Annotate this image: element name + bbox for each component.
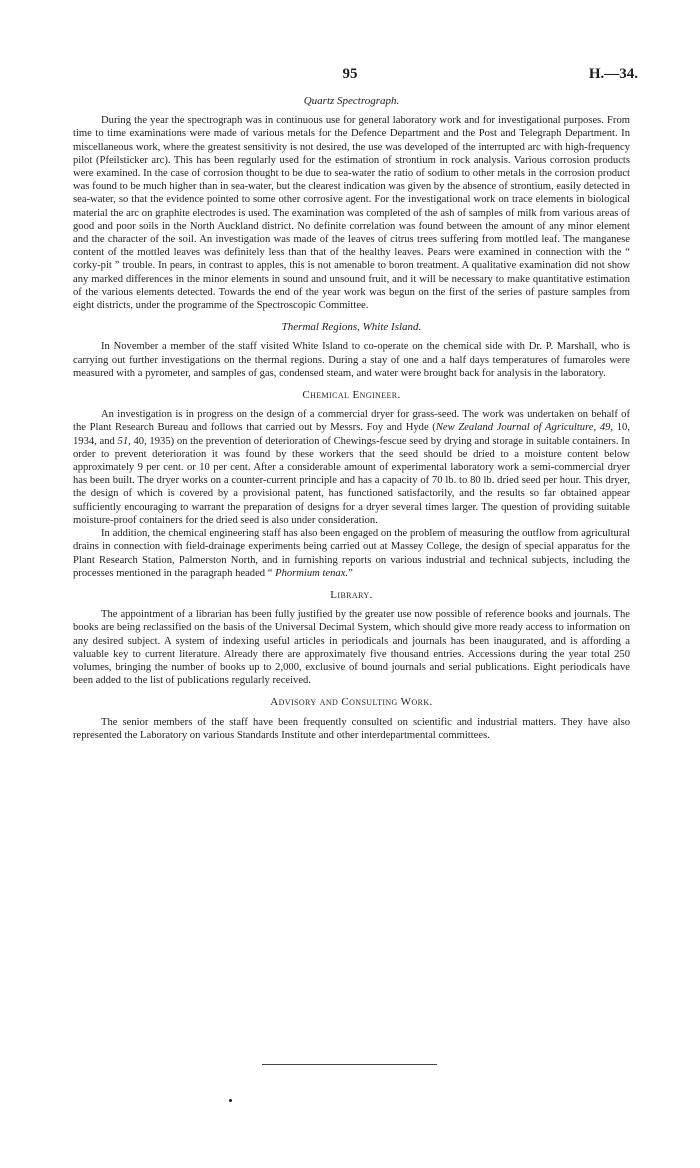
section-heading-library: Library. <box>330 588 373 601</box>
journal-title: New Zealand Journal of Agriculture, <box>435 422 597 434</box>
page-body <box>73 95 630 742</box>
text-fragment: In addition, the chemical engineering staff has also been engaged on the problem of measuring the outflow from agricultural drains in connection with field-drainage experiments being carried out at Massey College, the design of special apparatus for the Plant Research Station, Palmerston North, and in furnishing reports on various industrial and technical subjects, including the processes mentioned in the paragraph headed “ <box>73 528 630 579</box>
section-heading-advisory-consulting: Advisory and Consulting Work. <box>270 696 433 709</box>
page-reference: H.—34. <box>588 66 638 82</box>
text-fragment: An investigation is in progress on the design of a commercial dryer for grass-seed. The work was undertaken on behalf of the Plant Research Bureau and follows that carried out by Messrs. Foy and Hyde ( <box>73 409 630 434</box>
text-fragment: ” <box>348 567 353 579</box>
paragraph-chemical-engineer-1 <box>73 408 630 527</box>
paragraph-thermal-regions: In November a member of the staff visited White Island to co-operate on the chemical side with Dr. P. Marshall, who is carrying out further investigations on the thermal regions. During a stay of one and a half days temperatures of fumaroles were measured with a pyrometer, and samples of gas, condensed steam, and water were brought back for analysis in the laboratory. <box>73 341 630 379</box>
closing-divider <box>262 1064 437 1065</box>
paragraph-chemical-engineer-2 <box>73 527 630 580</box>
paragraph-library: The appointment of a librarian has been fully justified by the greater use now possible of reference books and journals. The books are being reclassified on the basis of the Universal Decimal System, which should give more ready access to information on any desired subject. A system of indexing useful articles in periodicals and journals has been inaugurated, and is affording a valuable key to current literature. Already there are approximately five thousand entries. Accessions during the year total 250 volumes, bringing the number of books up to 2,000, exclusive of bound journals and serial publications. Eight periodicals have been added to the list of publications regularly received. <box>73 609 630 687</box>
journal-volume-1: 49, <box>599 422 614 434</box>
text-fragment: 40, 1935) on the prevention of deterioration of Chewings-fescue seed by drying and storage in suitable containers. In order to prevent deterioration it was found by these workers that the seed should be dried to a moisture content below approximately 9 per cent. or 10 per cent. After a considerable amount of experimental laboratory work a semi-commercial dryer has been built. The dryer works on a counter-current principle and has a capacity of 70 lb. to 80 lb. dried seed per hour. This dryer, the design of which is covered by a provisional patent, has functioned satisfactorily, and the results so far obtained appear sufficiently encouraging to warrant the preparation of designs for a dryer several times larger. The question of providing suitable moisture-proof containers for the dried seed is also under consideration. <box>73 435 630 526</box>
text-fragment: 10, 1934, and <box>73 422 630 447</box>
section-heading-thermal-regions: Thermal Regions, White Island. <box>281 321 422 334</box>
paragraph-advisory-consulting: The senior members of the staff have been frequently consulted on scientific and industrial matters. They have also represented the Laboratory on various Standards Institute and other interdepartmental committees. <box>73 716 630 741</box>
phormium-reference: Phormium tenax. <box>275 567 349 579</box>
section-heading-chemical-engineer: Chemical Engineer. <box>302 389 401 402</box>
section-heading-quartz-spectrograph: Quartz Spectrograph. <box>303 95 400 107</box>
paragraph-quartz-spectrograph: During the year the spectrograph was in continuous use for general laboratory work and for investigational purposes. From time to time examinations were made of various metals for the Defence Department and the Post and Telegraph Department. In miscellaneous work, where the greatest sensitivity is not desired, the use was developed of the interrupted arc with high-frequency pilot (Pfeilsticker arc). This has been regularly used for the estimation of strontium in rock analysis. Various corrosion products were examined. In the case of corrosion thought to be due to sea-water the ratio of sodium to other metals in the corrosion product was found to be much higher than in sea-water, but the clearest indication was given by the absence of strontium, easily detected in sea-water, so that the evidence pointed to some other corrosive agent. For the investigational work on trace elements in biological material the arc on graphite electrodes is used. The examination was completed of the ash of samples of milk from various areas of good and poor soils in the North Auckland district. No definite correlation was found between the amount of any minor element and the character of the soil. An investigation was made of the leaves of citrus trees suffering from mottled leaf. The manganese content of the mottled leaves was definitely less than that of the healthy leaves. Pears were examined in connection with the “ corky-pit ” trouble. In pears, in contrast to apples, this is not amenable to boron treatment. A qualitative examination did not show any marked differences in the minor elements in sound and unsound fruit, and it will be necessary to make quantitative estimation of the various elements detected. Towards the end of the year work was begun on the first of the series of pasture samples from eight districts, under the programme of the Spectroscopic Committee. <box>73 115 630 312</box>
page-mark <box>229 1099 232 1102</box>
page-number: 95 <box>342 66 358 82</box>
journal-volume-2: 51, <box>117 435 131 447</box>
